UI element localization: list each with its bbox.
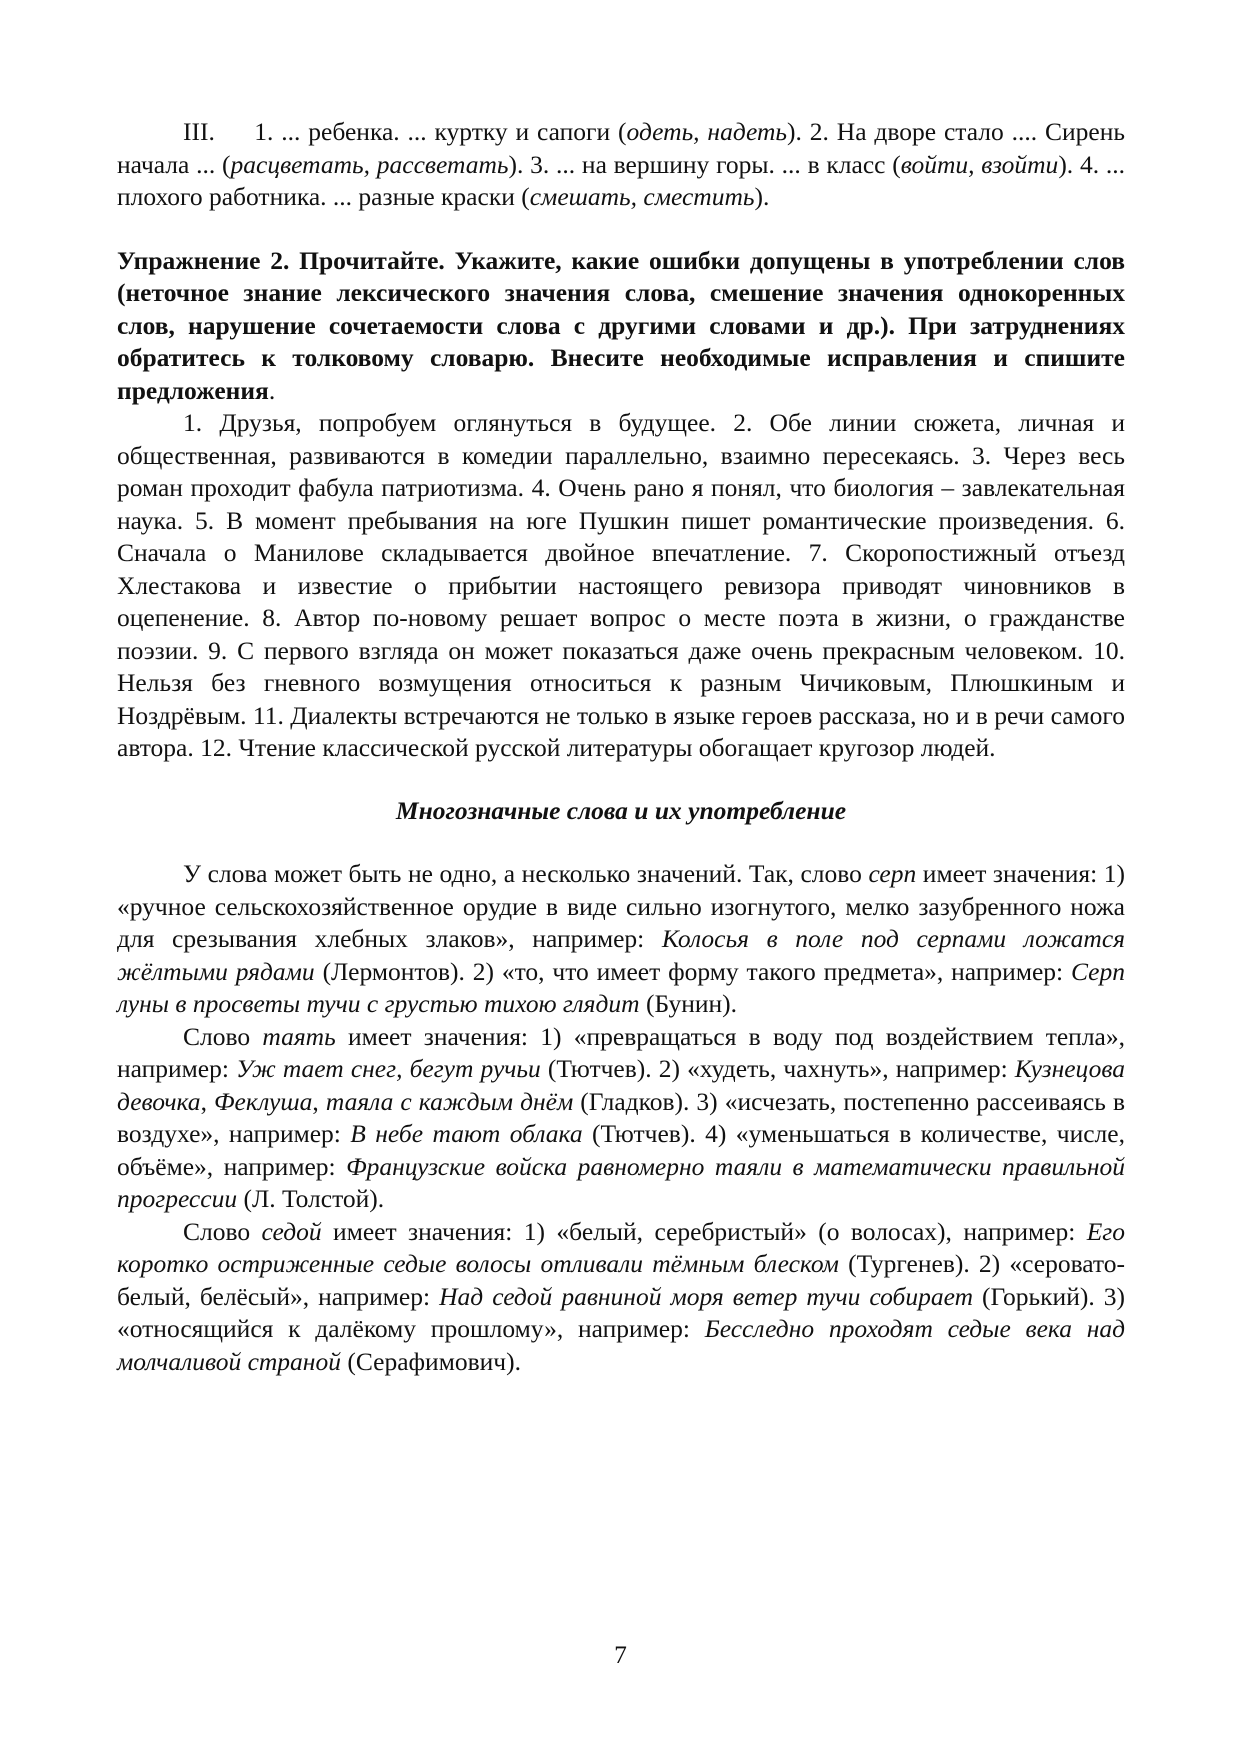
italic-run: Французские войска равномерно таяли в математически правильной прогрессии	[117, 1151, 1125, 1213]
italic-run: Кузнецова девочка	[117, 1054, 1125, 1116]
text-run: У слова может быть не одно, а несколько значений. Так, слово	[183, 859, 869, 888]
block-iii-label: III.	[183, 117, 215, 146]
text-run: (Гладков). 3) «исчезать, постепенно рассеиваясь в воздухе», например:	[117, 1086, 1126, 1148]
text-run: Слово	[183, 1216, 262, 1246]
exercise-2-heading-end: .	[268, 375, 276, 405]
text-run: ). 2. На дворе стало .... Сирень начала ... (	[117, 117, 1125, 179]
text-run: (Серафимович).	[340, 1346, 521, 1376]
text-run: (Бунин).	[639, 989, 738, 1018]
italic-run: серп	[868, 859, 917, 888]
text-run: имеет значения: 1) «ручное сельскохозяйственное орудие в виде сильно изогнутого, мелко зазубренного ножа для срезывания хлебных злаков», например:	[117, 859, 1125, 953]
italic-run: седой	[261, 1216, 322, 1246]
italic-run: войти, взойти	[900, 149, 1059, 179]
text-run: 1. ... ребенка. ... куртку и сапоги (	[254, 117, 627, 146]
italic-run: Бесследно проходят седые века над молчаливой страной	[117, 1314, 1125, 1376]
italic-run: расцветать, рассветать	[230, 149, 509, 179]
italic-run: Серп луны в просветы тучи с грустью тихою глядит	[117, 956, 1125, 1018]
text-run: (Тургенев). 2) «серовато-белый, белёсый», например:	[117, 1249, 1125, 1311]
paragraph-sedoy	[117, 1216, 1125, 1379]
italic-run: таять	[262, 1021, 336, 1051]
italic-run: таяла с каждым днём	[325, 1086, 574, 1116]
text-run: (Горький). 3) «относящийся к далёкому прошлому», например:	[117, 1281, 1125, 1343]
page-number: 7	[614, 1640, 627, 1669]
text-run: (Тютчев). 4) «уменьшаться в количестве, числе, объёме», например:	[117, 1119, 1125, 1181]
exercise-2-heading	[117, 245, 1125, 408]
text-run: (Тютчев). 2) «худеть, чахнуть», например:	[540, 1054, 1015, 1083]
italic-run: смешать, сместить	[529, 182, 755, 211]
italic-run: Его коротко остриженные седые волосы отливали тёмным блеском	[117, 1216, 1125, 1278]
text-run: имеет значения: 1) «белый, серебристый» (о волосах), например:	[321, 1216, 1087, 1246]
text-run: ,	[312, 1086, 326, 1116]
text-run: ,	[200, 1086, 215, 1116]
block-iii-paragraph	[117, 116, 1125, 214]
text-run: (Лермонтов). 2) «то, что имеет форму такого предмета», например:	[314, 956, 1071, 986]
document-page	[117, 116, 1125, 1378]
italic-run: Над седой равниной моря ветер тучи собирает	[439, 1281, 973, 1311]
paragraph-tayat	[117, 1021, 1125, 1216]
exercise-2-heading-text: Упражнение 2. Прочитайте. Укажите, какие ошибки допущены в употреблении слов (неточное знание лексического значения слова, смешение значения однокоренных слов, нарушение сочетаемости слова с другими словами и др.). При затруднениях обратитесь к толковому словарю. Внесите необходимые исправления и спишите предложения	[117, 245, 1125, 405]
exercise-2-body: 1. Друзья, попробуем оглянуться в будущее. 2. Обе линии сюжета, личная и общественная, развиваются в комедии параллельно, взаимно пересекаясь. 3. Через весь роман проходит фабула патриотизма. 4. Очень рано я понял, что биология – завлекательная наука. 5. В момент пребывания на юге Пушкин пишет романтические произведения. 6. Сначала о Манилове складывается двойное впечатление. 7. Скоропостижный отъезд Хлестакова и известие о прибытии настоящего ревизора приводят чиновников в оцепенение. 8. Автор по-новому решает вопрос о месте поэта в жизни, о гражданстве поэзии. 9. С первого взгляда он может показаться даже очень прекрасным человеком. 10. Нельзя без гневного возмущения относиться к разным Чичиковым, Плюшкиным и Ноздрёвым. 11. Диалекты встречаются не только в языке героев рассказа, но и в речи самого автора. 12. Чтение классической русской литературы обогащает кругозор людей.	[117, 408, 1125, 762]
italic-run: Уж тает снег, бегут ручьи	[236, 1054, 541, 1083]
italic-run: одеть, надеть	[626, 117, 788, 146]
text-run: ). 4. ... плохого работника. ... разные краски (	[117, 149, 1125, 211]
italic-run: В небе тают облака	[350, 1119, 583, 1148]
italic-run: Феклуша	[214, 1086, 313, 1116]
text-run: Слово	[183, 1021, 263, 1051]
text-run: имеет значения: 1) «превращаться в воду под воздействием тепла», например:	[117, 1021, 1125, 1083]
text-run: ).	[754, 182, 770, 211]
paragraph-serp	[117, 858, 1125, 1021]
section-title: Многозначные слова и их употребление	[395, 795, 847, 825]
text-run: (Л. Толстой).	[237, 1184, 385, 1213]
text-run: ). 3. ... на вершину горы. ... в класс (	[508, 149, 901, 179]
italic-run: Колосья в поле под серпами ложатся жёлтыми рядами	[117, 924, 1125, 986]
